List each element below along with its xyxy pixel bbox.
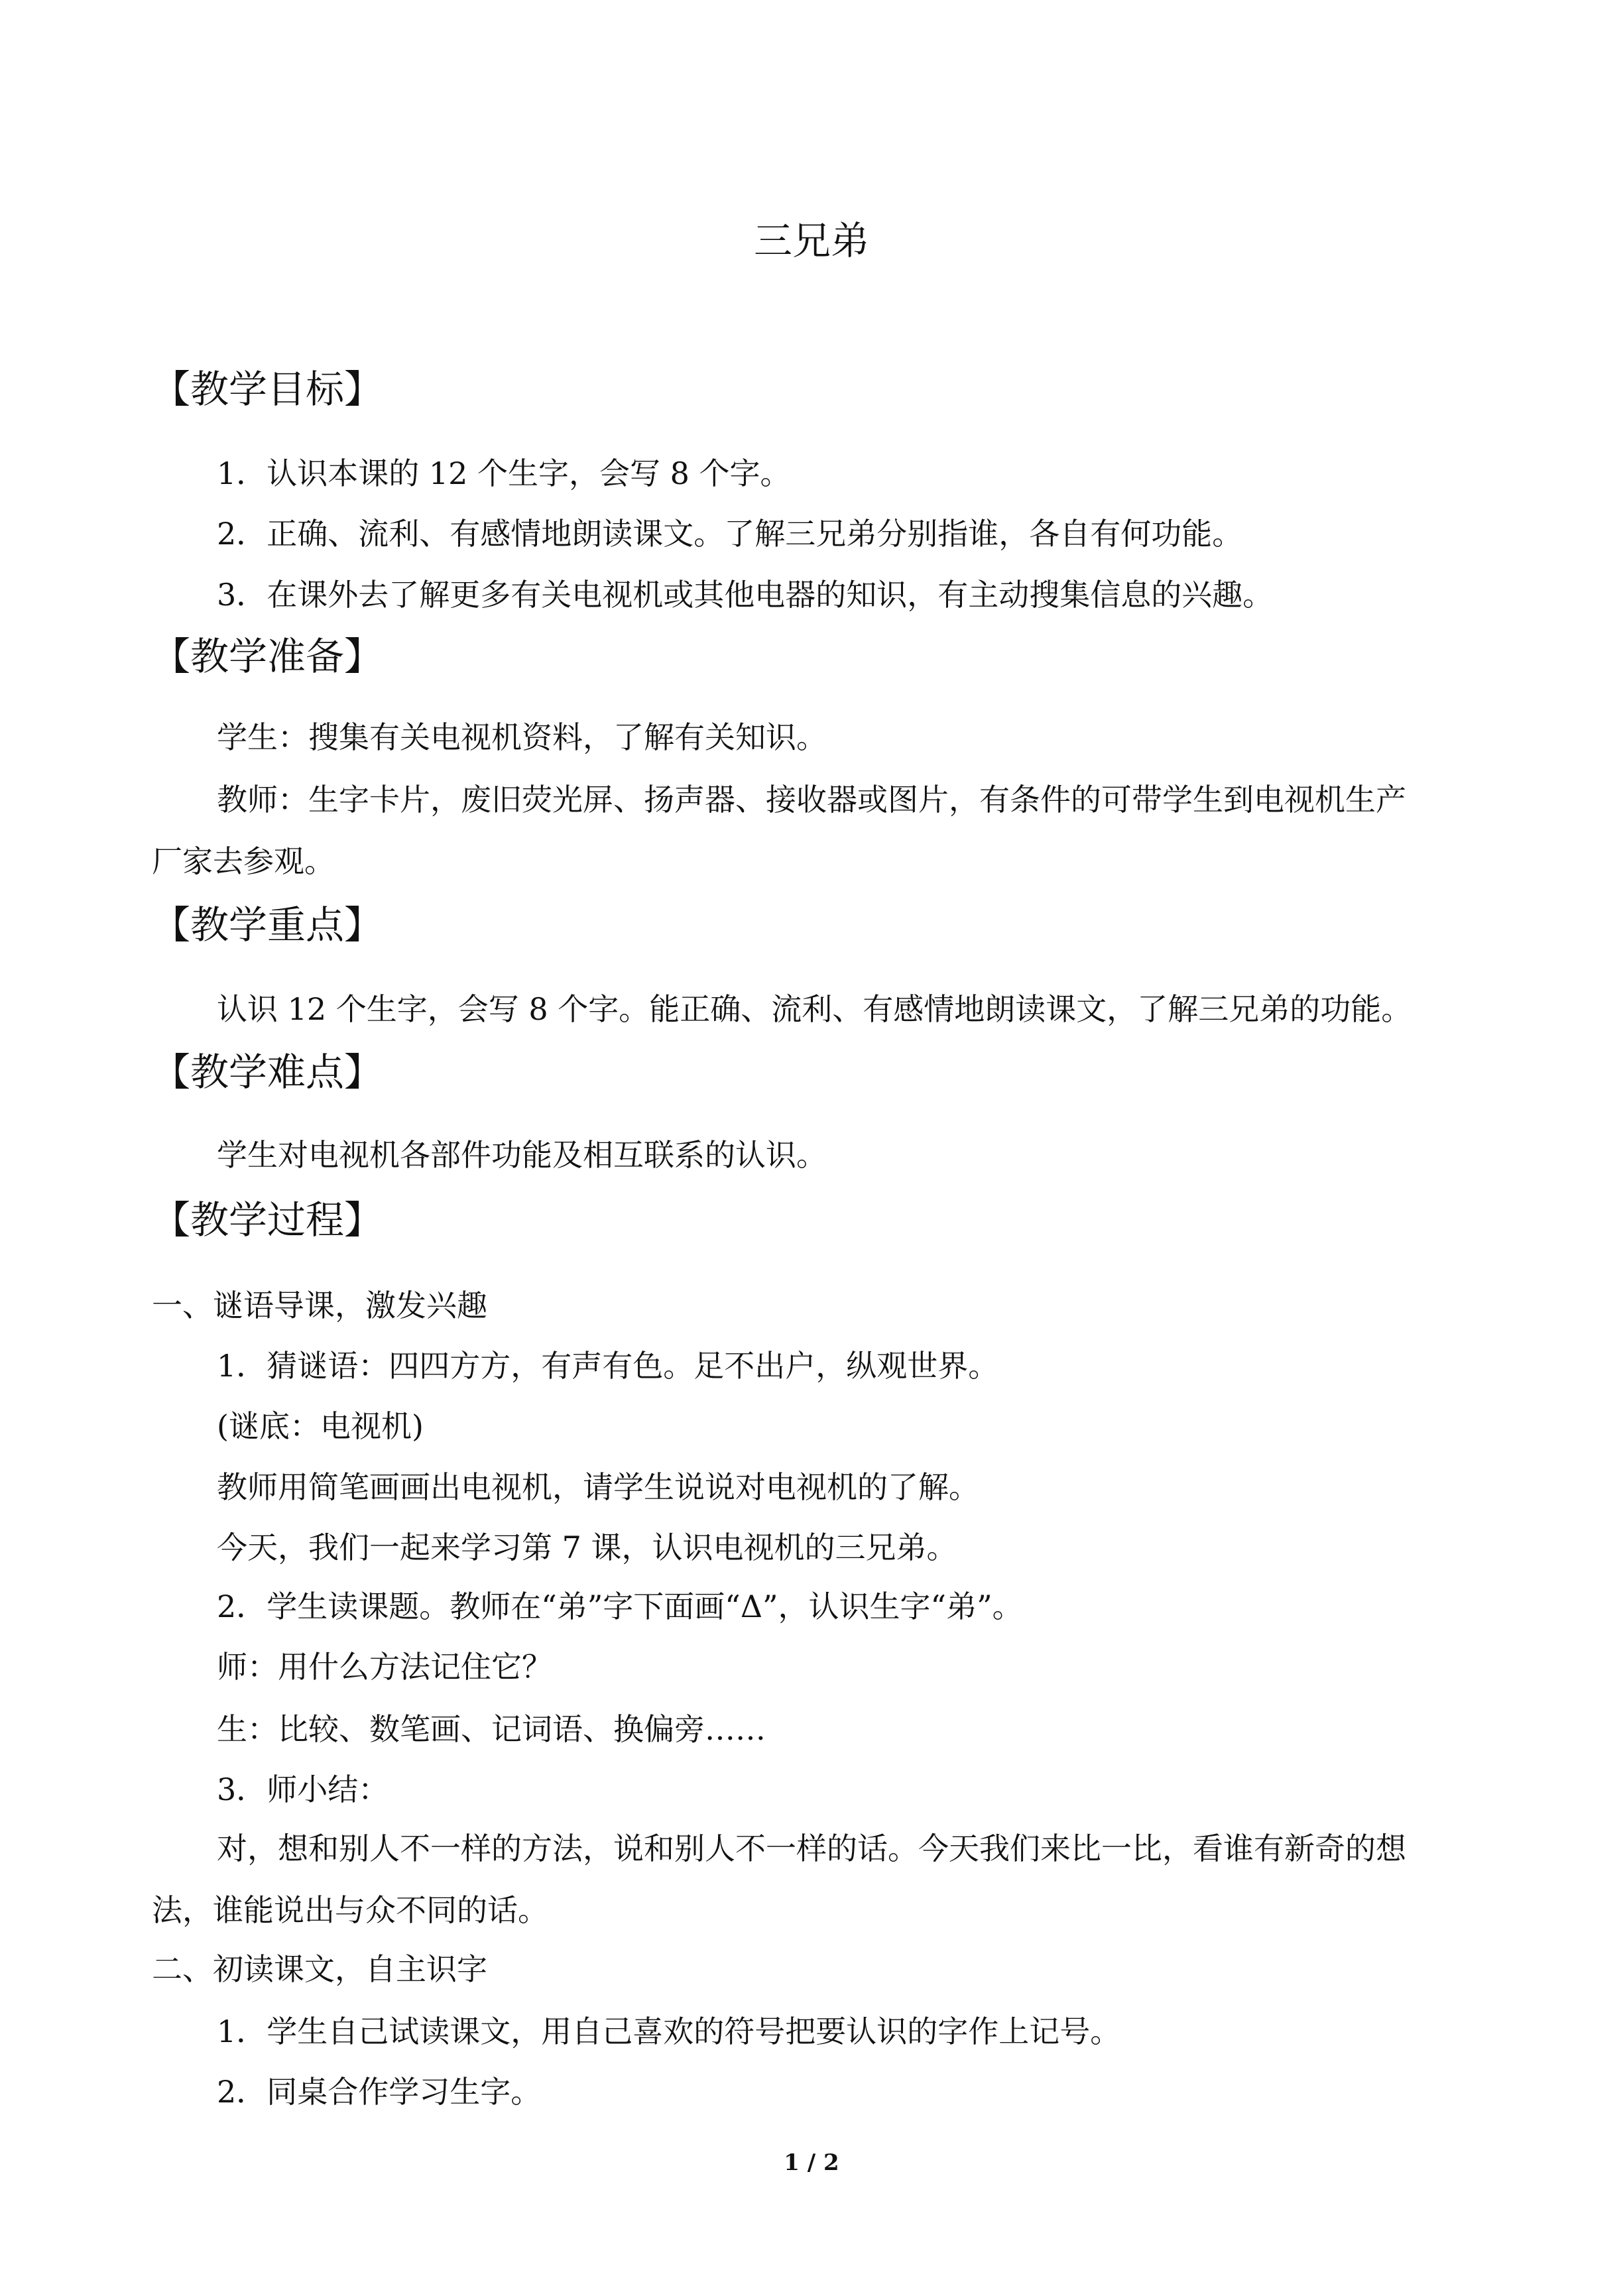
summary-text: 对，想和别人不一样的方法，说和别人不一样的话。今天我们来比一比，看谁有新奇的想 xyxy=(217,1831,1406,1866)
process-line: 生：比较、数笔画、记词语、换偏旁…… xyxy=(217,1711,766,1747)
process-line: (谜底：电视机) xyxy=(217,1408,424,1444)
process-line: 今天，我们一起来学习第 7 课，认识电视机的三兄弟。 xyxy=(217,1530,957,1565)
document-title: 三兄弟 xyxy=(753,218,869,263)
heading-process: 【教学过程】 xyxy=(152,1197,383,1242)
process-line: 1．猜谜语：四四方方，有声有色。足不出户，纵观世界。 xyxy=(217,1348,999,1384)
process-part1-title: 一、谜语导课，激发兴趣 xyxy=(152,1288,487,1323)
process-part2-title: 二、初读课文，自主识字 xyxy=(152,1951,487,1987)
prep-student: 学生：搜集有关电视机资料，了解有关知识。 xyxy=(217,719,827,755)
goal-item: 2．正确、流利、有感情地朗读课文。了解三兄弟分别指谁，各自有何功能。 xyxy=(217,516,1243,552)
heading-teaching-prep: 【教学准备】 xyxy=(152,634,383,679)
heading-difficulties: 【教学难点】 xyxy=(152,1050,383,1095)
goal-item: 3．在课外去了解更多有关电视机或其他电器的知识，有主动搜集信息的兴趣。 xyxy=(217,577,1274,613)
summary-text-cont: 法，谁能说出与众不同的话。 xyxy=(152,1892,548,1928)
process-line: 师：用什么方法记住它？ xyxy=(217,1649,552,1685)
key-points-text: 认识 12 个生字，会写 8 个字。能正确、流利、有感情地朗读课文，了解三兄弟的功能。 xyxy=(217,991,1412,1027)
goal-item: 1．认识本课的 12 个生字，会写 8 个字。 xyxy=(217,455,791,491)
prep-teacher: 教师：生字卡片，废旧荧光屏、扬声器、接收器或图片，有条件的可带学生到电视机生产 xyxy=(217,782,1406,817)
process-line: 3．师小结： xyxy=(217,1772,389,1807)
heading-teaching-goals: 【教学目标】 xyxy=(152,367,383,412)
process-line: 教师用简笔画画出电视机，请学生说说对电视机的了解。 xyxy=(217,1469,979,1505)
page-number: 1 / 2 xyxy=(784,2149,839,2176)
process-line: 2．学生读课题。教师在“弟”字下面画“Δ”，认识生字“弟”。 xyxy=(217,1589,1023,1624)
process-line: 2．同桌合作学习生字。 xyxy=(217,2074,542,2110)
difficulties-text: 学生对电视机各部件功能及相互联系的认识。 xyxy=(217,1137,827,1173)
heading-key-points: 【教学重点】 xyxy=(152,902,383,947)
prep-teacher-cont: 厂家去参观。 xyxy=(152,843,335,879)
process-line: 1．学生自己试读课文，用自己喜欢的符号把要认识的字作上记号。 xyxy=(217,2014,1121,2049)
